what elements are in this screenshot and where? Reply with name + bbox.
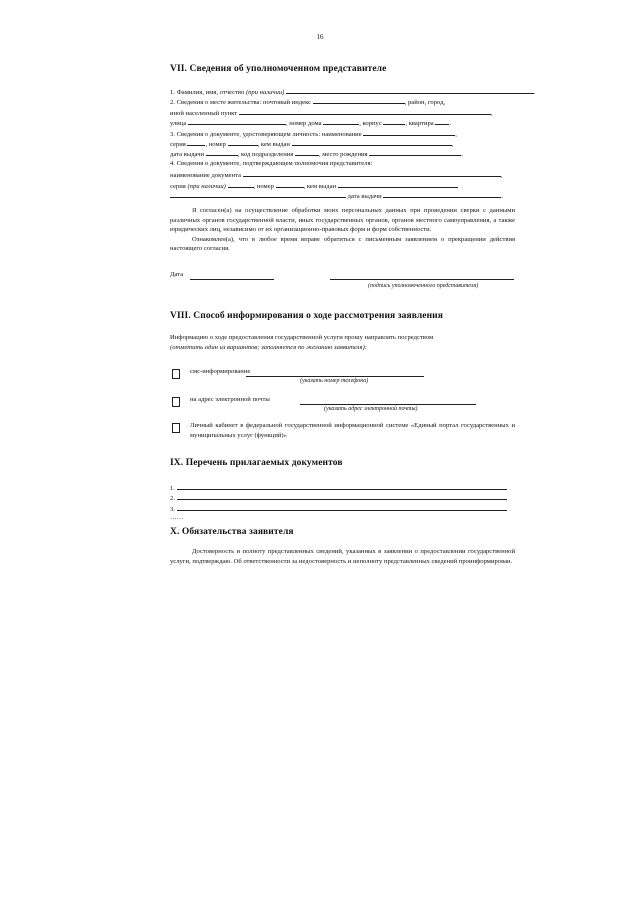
- section-7-fields: [170, 86, 536, 200]
- obligations-text: [170, 547, 515, 566]
- email-field[interactable]: [300, 404, 476, 405]
- email-checkbox[interactable]: [172, 397, 180, 407]
- sms-option-label: смс-информирование: [190, 368, 251, 375]
- email-caption: (указать адрес электронной почты): [324, 406, 418, 412]
- id-date-label: дата выдачи: [170, 151, 205, 159]
- locality-field[interactable]: [239, 107, 491, 115]
- residence-line: [170, 96, 515, 106]
- authority-date-line: дата выдачи .: [170, 190, 515, 200]
- section-10-title: X. Обязательства заявителя: [170, 527, 294, 537]
- attachment-field[interactable]: [177, 482, 507, 490]
- authority-issuer-field[interactable]: [338, 180, 458, 188]
- building-field[interactable]: [383, 117, 405, 125]
- info-method-text: Информацию о ходе предоставления государственной услуги прошу направлять посредством: [170, 334, 434, 341]
- id-date-field[interactable]: [206, 148, 238, 156]
- id-issuer-label: , кем выдан: [257, 140, 290, 148]
- gosuslugi-option-label: Личный кабинет в федеральной государственной информационной системе «Единый портал государственных и муниципальных услуг (функций)»: [190, 422, 515, 439]
- division-code-label: , код подразделения: [237, 151, 294, 159]
- signature-field[interactable]: [330, 279, 514, 280]
- division-code-field[interactable]: [295, 148, 319, 156]
- section-8-title: VIII. Способ информирования о ходе рассмотрения заявления: [170, 311, 443, 321]
- attachment-number: 1.: [170, 485, 175, 492]
- info-method-intro: [170, 333, 515, 352]
- id-issuer-field[interactable]: [292, 138, 452, 146]
- id-date-line: дата выдачи , код подразделения , место рождения .: [170, 148, 515, 158]
- attachment-ellipsis: ……: [170, 514, 184, 522]
- postal-index-label: 2. Сведения о месте жительства: почтовый индекс: [170, 99, 312, 107]
- authority-number-label: , номер: [253, 182, 274, 190]
- birthplace-field[interactable]: [369, 148, 461, 156]
- full-name-line: 1. Фамилия, имя, отчество (при наличии) .: [170, 86, 515, 96]
- date-field[interactable]: [190, 279, 274, 280]
- street-line: улица , номер дома , корпус , квартира .: [170, 117, 515, 127]
- obligations-paragraph: Достоверность и полноту представленных сведений, указанных в заявлении о предоставлении государственной услуги, подтверждаю. Об ответственности за недостоверность и неполноту представленных сведений проинформирован.: [170, 548, 515, 565]
- postal-index-field[interactable]: [313, 96, 405, 104]
- section-9-title: IX. Перечень прилагаемых документов: [170, 458, 343, 468]
- consent-paragraph-1: Я согласен(а) на осуществление обработки моих персональных данных при проведении сверки с данными различных органов государственной власти, иных государственных органов, органов местного самоуправления, а также юридических лиц, независимо от их организационно-правовых форм и форм собственности.: [170, 207, 515, 234]
- building-label: , корпус: [359, 120, 382, 128]
- street-label: улица: [170, 120, 187, 128]
- house-field[interactable]: [323, 117, 359, 125]
- phone-caption: (указать номер телефона): [300, 378, 369, 384]
- page-number: 16: [316, 33, 324, 41]
- attachments-list: [170, 482, 515, 524]
- signature-caption: (подпись уполномоченного представителя): [368, 283, 479, 289]
- id-series-field[interactable]: [187, 138, 205, 146]
- house-label: , номер дома: [285, 120, 322, 128]
- locality-line: иной населенный пункт ,: [170, 107, 515, 117]
- id-series-label: серия: [170, 140, 186, 148]
- birthplace-label: , место рождения: [318, 151, 368, 159]
- full-name-note: (при наличии): [245, 89, 285, 96]
- authority-number-field[interactable]: [276, 180, 304, 188]
- consent-text: [170, 206, 515, 254]
- authority-series-line: [170, 180, 515, 190]
- id-document-field[interactable]: [363, 128, 455, 136]
- street-field[interactable]: [188, 117, 286, 125]
- attachment-number: 3.: [170, 505, 175, 513]
- apartment-label: , квартира: [405, 120, 434, 128]
- attachment-field[interactable]: [177, 503, 507, 511]
- authority-doc-name-line: наименование документа ,: [170, 169, 515, 179]
- full-name-label: 1. Фамилия, имя, отчество: [170, 89, 246, 96]
- id-series-line: серия , номер , кем выдан ,: [170, 138, 515, 148]
- id-number-label: , номер: [205, 140, 226, 148]
- authority-issuer-cont-field[interactable]: [170, 190, 346, 198]
- authority-series-note: (при наличии): [187, 182, 226, 190]
- consent-paragraph-2: Ознакомлен(а), что в любое время вправе обратиться с письменным заявлением о прекращении действия настоящего согласия.: [170, 235, 515, 253]
- authority-issuer-label: , кем выдан: [303, 182, 337, 190]
- id-document-label: 3. Сведения о документе, удостоверяющем личность: наименование: [170, 130, 362, 138]
- authority-doc-name-label: наименование документа: [170, 172, 241, 180]
- id-document-line: 3. Сведения о документе, удостоверяющем личность: наименование ,: [170, 128, 515, 138]
- authority-series-field[interactable]: [228, 180, 254, 188]
- attachment-row: [170, 492, 515, 502]
- attachment-row: [170, 482, 515, 492]
- authority-doc-heading: 4. Сведения о документе, подтверждающем полномочия представителя:: [170, 159, 373, 167]
- info-method-note: (отметить один из вариантов; заполняется по желанию заявителя):: [170, 343, 367, 351]
- locality-label: иной населенный пункт: [170, 109, 238, 117]
- sms-checkbox[interactable]: [172, 369, 180, 379]
- authority-date-label: дата выдачи: [347, 192, 382, 200]
- attachment-field[interactable]: [177, 492, 507, 500]
- section-7-title: VII. Сведения об уполномоченном представителе: [170, 64, 387, 74]
- attachment-number: 2.: [170, 495, 175, 503]
- full-name-field[interactable]: [286, 86, 534, 94]
- apartment-field[interactable]: [435, 117, 449, 125]
- authority-doc-name-field[interactable]: [243, 169, 501, 177]
- authority-date-field[interactable]: [383, 190, 501, 198]
- district-label: , район, город,: [404, 99, 446, 107]
- authority-series-label: серия: [170, 182, 188, 190]
- date-label: Дата: [170, 271, 184, 278]
- id-number-field[interactable]: [228, 138, 258, 146]
- email-option-label: на адрес электронной почты: [190, 396, 270, 403]
- phone-field[interactable]: [246, 376, 424, 377]
- gosuslugi-checkbox[interactable]: [172, 423, 180, 433]
- attachment-row: [170, 503, 515, 513]
